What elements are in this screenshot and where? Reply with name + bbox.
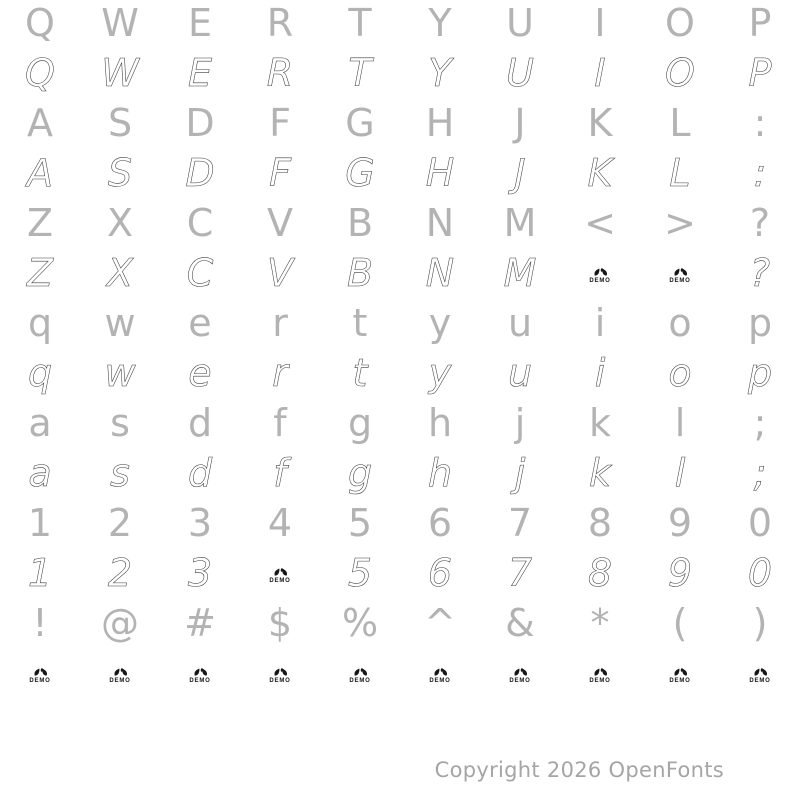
- glyph: 2: [107, 501, 133, 545]
- glyph: R: [266, 51, 294, 95]
- glyph: H: [425, 101, 455, 145]
- reference-glyph-row: [0, 598, 800, 648]
- demo-splash-icon: [109, 663, 132, 677]
- glyph: 5: [347, 551, 373, 595]
- glyph: a: [28, 401, 52, 445]
- glyph: K: [587, 101, 613, 145]
- demo-splash-icon: [269, 663, 292, 677]
- demo-placeholder-glyph: [560, 648, 640, 698]
- demo-label: DEMO: [669, 677, 691, 684]
- glyph: s: [110, 401, 130, 445]
- glyph: f: [273, 451, 287, 495]
- glyph: 3: [187, 551, 213, 595]
- glyph: >: [664, 201, 696, 245]
- demo-placeholder-glyph: [640, 648, 720, 698]
- glyph: ;: [753, 401, 767, 445]
- glyph: q: [27, 301, 53, 345]
- glyph: Y: [428, 1, 452, 45]
- glyph: r: [272, 351, 288, 395]
- glyph: V: [267, 251, 293, 295]
- glyph: Y: [428, 51, 452, 95]
- glyph: a: [28, 451, 52, 495]
- glyph: 6: [427, 551, 453, 595]
- demo-font-glyph-row: [0, 548, 800, 598]
- glyph: !: [32, 601, 48, 645]
- demo-font-glyph-row: [0, 348, 800, 398]
- glyph: A: [27, 101, 53, 145]
- copyright-text: Copyright 2026 OpenFonts: [434, 758, 724, 782]
- demo-placeholder-glyph: [720, 648, 800, 698]
- glyph: p: [747, 351, 773, 395]
- glyph: N: [425, 201, 455, 245]
- glyph: H: [425, 151, 455, 195]
- glyph: ?: [749, 201, 771, 245]
- glyph: F: [269, 151, 291, 195]
- demo-label: DEMO: [669, 277, 691, 284]
- reference-glyph-row: [0, 398, 800, 448]
- glyph: h: [427, 401, 453, 445]
- demo-placeholder-mark: [189, 663, 212, 684]
- glyph: Z: [26, 251, 54, 295]
- glyph: p: [747, 301, 773, 345]
- demo-splash-icon: [589, 663, 612, 677]
- glyph: i: [594, 301, 606, 345]
- glyph: J: [514, 101, 526, 145]
- glyph: i: [594, 351, 606, 395]
- demo-label: DEMO: [189, 677, 211, 684]
- demo-splash-icon: [189, 663, 212, 677]
- glyph: g: [347, 401, 373, 445]
- glyph: B: [346, 251, 374, 295]
- demo-label: DEMO: [109, 677, 131, 684]
- glyph: j: [514, 401, 526, 445]
- glyph: w: [104, 351, 136, 395]
- glyph: 7: [507, 501, 533, 545]
- glyph: 0: [747, 501, 773, 545]
- glyph: C: [186, 201, 214, 245]
- glyph: 9: [667, 501, 693, 545]
- glyph: L: [669, 151, 691, 195]
- demo-placeholder-glyph: [160, 648, 240, 698]
- glyph: 7: [507, 551, 533, 595]
- demo-label: DEMO: [269, 577, 291, 584]
- glyph: Q: [25, 1, 55, 45]
- glyph: T: [348, 51, 372, 95]
- glyph: R: [266, 1, 294, 45]
- demo-label: DEMO: [589, 677, 611, 684]
- glyph: q: [27, 351, 53, 395]
- demo-placeholder-glyph: [400, 648, 480, 698]
- glyph: 8: [587, 551, 613, 595]
- glyph: D: [185, 101, 215, 145]
- glyph: A: [27, 151, 53, 195]
- glyph: M: [503, 251, 537, 295]
- demo-label: DEMO: [349, 677, 371, 684]
- glyph: X: [106, 251, 134, 295]
- reference-glyph-row: [0, 298, 800, 348]
- glyph: k: [588, 451, 611, 495]
- glyph: #: [184, 601, 216, 645]
- glyph: C: [186, 251, 214, 295]
- glyph: %: [341, 601, 379, 645]
- glyph: G: [345, 151, 375, 195]
- glyph: S: [107, 151, 133, 195]
- glyph: 6: [427, 501, 453, 545]
- demo-placeholder-mark: [29, 663, 52, 684]
- glyph: $: [267, 601, 293, 645]
- glyph: r: [272, 301, 288, 345]
- demo-font-glyph-row: [0, 248, 800, 298]
- glyph: 1: [27, 551, 53, 595]
- demo-splash-icon: [269, 563, 292, 577]
- glyph: V: [267, 201, 293, 245]
- demo-placeholder-glyph: [640, 248, 720, 298]
- glyph: *: [590, 601, 610, 645]
- glyph: 1: [27, 501, 53, 545]
- reference-glyph-row: [0, 0, 800, 48]
- glyph: 9: [667, 551, 693, 595]
- demo-placeholder-mark: [109, 663, 132, 684]
- demo-splash-icon: [669, 663, 692, 677]
- demo-placeholder-glyph: [480, 648, 560, 698]
- demo-placeholder-glyph: [0, 648, 80, 698]
- demo-placeholder-glyph: [560, 248, 640, 298]
- reference-glyph-row: [0, 498, 800, 548]
- glyph: W: [101, 51, 139, 95]
- glyph: (: [672, 601, 688, 645]
- demo-splash-icon: [29, 663, 52, 677]
- glyph: P: [748, 1, 772, 45]
- glyph: o: [668, 351, 692, 395]
- glyph: 5: [347, 501, 373, 545]
- glyph: B: [346, 201, 374, 245]
- glyph: h: [427, 451, 453, 495]
- demo-font-glyph-row: [0, 48, 800, 98]
- glyph: F: [269, 101, 291, 145]
- glyph: K: [587, 151, 613, 195]
- demo-placeholder-mark: [509, 663, 532, 684]
- demo-placeholder-mark: [269, 563, 292, 584]
- glyph: 4: [267, 501, 293, 545]
- demo-splash-icon: [349, 663, 372, 677]
- glyph: M: [503, 201, 537, 245]
- demo-splash-icon: [429, 663, 452, 677]
- glyph: W: [101, 1, 139, 45]
- glyph: I: [594, 51, 606, 95]
- glyph: &: [505, 601, 535, 645]
- demo-placeholder-glyph: [240, 548, 320, 598]
- glyph: k: [588, 401, 611, 445]
- glyph: G: [345, 101, 375, 145]
- glyph: j: [514, 451, 526, 495]
- demo-placeholder-mark: [589, 263, 612, 284]
- demo-placeholder-mark: [749, 663, 772, 684]
- glyph: y: [428, 301, 452, 345]
- glyph: U: [506, 1, 534, 45]
- glyph: s: [110, 451, 130, 495]
- glyph: e: [188, 301, 212, 345]
- glyph: g: [347, 451, 373, 495]
- glyph: u: [507, 301, 533, 345]
- glyph: J: [514, 151, 526, 195]
- glyph: O: [665, 1, 695, 45]
- demo-placeholder-mark: [429, 663, 452, 684]
- glyph: e: [188, 351, 212, 395]
- demo-placeholder-glyph: [80, 648, 160, 698]
- glyph: y: [428, 351, 452, 395]
- glyph: ^: [424, 601, 456, 645]
- glyph: I: [594, 1, 606, 45]
- demo-label: DEMO: [749, 677, 771, 684]
- glyph: u: [507, 351, 533, 395]
- glyph: 0: [747, 551, 773, 595]
- glyph: <: [584, 201, 616, 245]
- glyph: 3: [187, 501, 213, 545]
- glyph: t: [352, 301, 368, 345]
- demo-placeholder-mark: [669, 263, 692, 284]
- reference-glyph-row: [0, 198, 800, 248]
- glyph: E: [187, 51, 212, 95]
- glyph: P: [748, 51, 772, 95]
- demo-placeholder-mark: [589, 663, 612, 684]
- glyph: ;: [753, 451, 767, 495]
- demo-placeholder-glyph: [320, 648, 400, 698]
- glyph: 8: [587, 501, 613, 545]
- demo-font-glyph-row: [0, 148, 800, 198]
- demo-splash-icon: [669, 263, 692, 277]
- glyph: N: [425, 251, 455, 295]
- glyph: :: [753, 101, 767, 145]
- glyph: d: [187, 401, 213, 445]
- demo-placeholder-mark: [669, 663, 692, 684]
- glyph: l: [674, 401, 686, 445]
- demo-label: DEMO: [269, 677, 291, 684]
- glyph: D: [185, 151, 215, 195]
- demo-placeholder-glyph: [240, 648, 320, 698]
- demo-label: DEMO: [29, 677, 51, 684]
- demo-splash-icon: [589, 263, 612, 277]
- glyph: d: [187, 451, 213, 495]
- glyph: Q: [25, 51, 55, 95]
- demo-font-glyph-row: [0, 648, 800, 698]
- glyph: @: [101, 601, 139, 645]
- glyph: o: [668, 301, 692, 345]
- glyph: S: [107, 101, 133, 145]
- glyph: ?: [749, 251, 771, 295]
- demo-placeholder-mark: [269, 663, 292, 684]
- demo-label: DEMO: [589, 277, 611, 284]
- demo-placeholder-mark: [349, 663, 372, 684]
- demo-label: DEMO: [509, 677, 531, 684]
- demo-font-glyph-row: [0, 448, 800, 498]
- demo-splash-icon: [509, 663, 532, 677]
- glyph: T: [348, 1, 372, 45]
- glyph: t: [352, 351, 368, 395]
- glyph: f: [273, 401, 287, 445]
- demo-label: DEMO: [429, 677, 451, 684]
- demo-splash-icon: [749, 663, 772, 677]
- glyph: l: [674, 451, 686, 495]
- glyph: O: [665, 51, 695, 95]
- glyph: :: [753, 151, 767, 195]
- glyph: X: [106, 201, 134, 245]
- glyph: ): [752, 601, 768, 645]
- glyph: E: [187, 1, 212, 45]
- reference-glyph-row: [0, 98, 800, 148]
- glyph: Z: [26, 201, 54, 245]
- glyph: 2: [107, 551, 133, 595]
- glyph: L: [669, 101, 691, 145]
- glyph: w: [104, 301, 136, 345]
- glyph: U: [506, 51, 534, 95]
